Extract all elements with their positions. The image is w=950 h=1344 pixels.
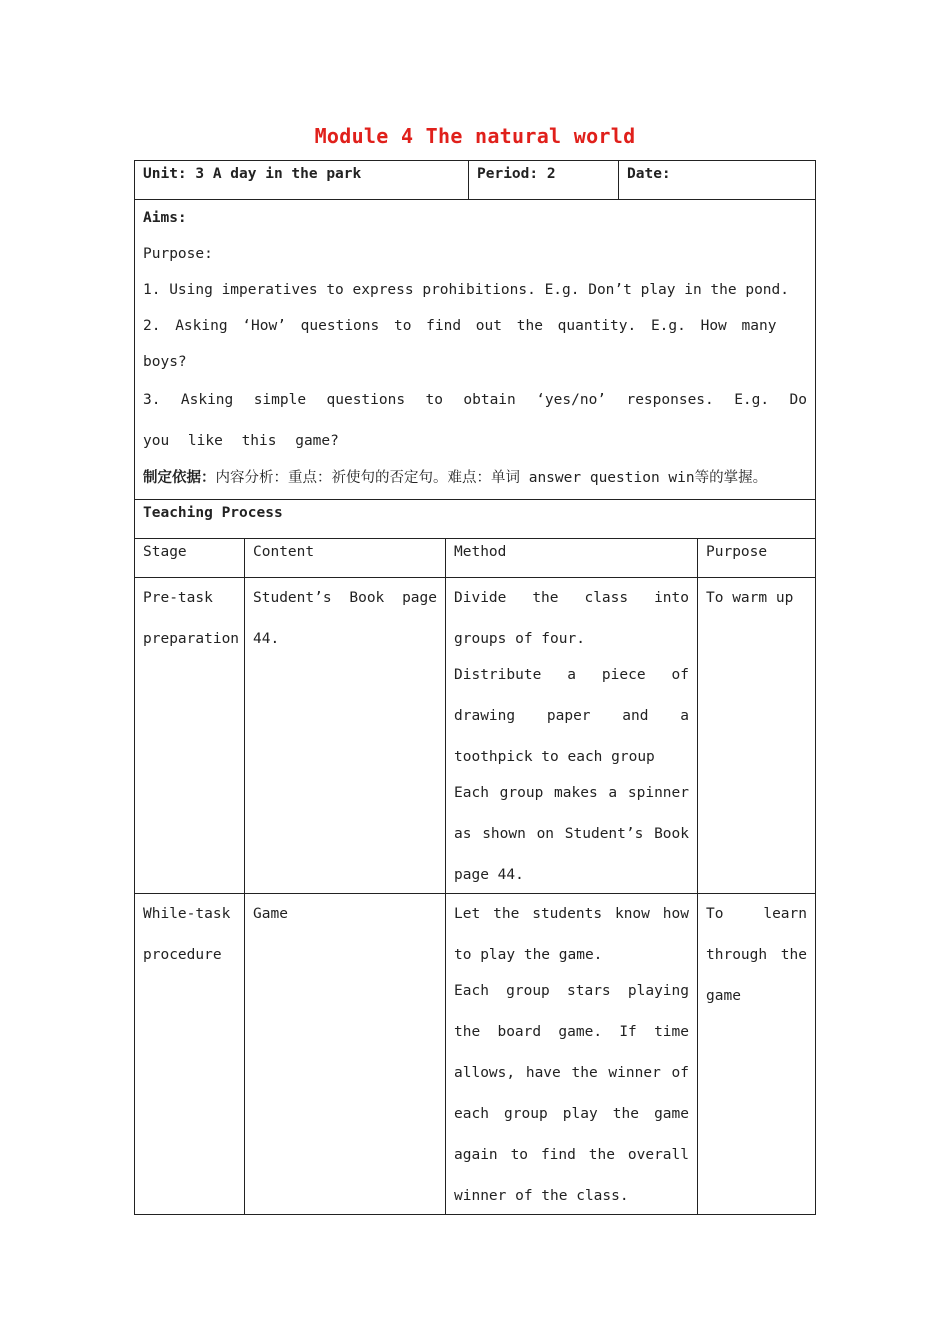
teaching-process-heading <box>135 500 816 539</box>
method-header-text: Method <box>454 544 507 560</box>
row1-stage-text: Pre-task preparation <box>143 590 240 647</box>
purpose-label: Purpose: <box>143 246 213 262</box>
date-text: Date: <box>627 166 671 182</box>
row2-content <box>245 894 446 1215</box>
basis-label: 制定依据： <box>143 470 216 486</box>
document-title: Module 4 The natural world <box>314 124 636 148</box>
row2-purpose-text: To learn through the game <box>706 906 807 1004</box>
row2-content-text: Game <box>253 906 288 922</box>
row1-purpose <box>698 578 816 894</box>
row1-content-text: Student’s Book page 44. <box>253 590 437 647</box>
basis-text: 内容分析：重点：祈使句的否定句。难点：单词 answer question win等的掌握。 <box>215 470 768 486</box>
col-header-stage <box>135 539 245 578</box>
content-header-text: Content <box>253 544 315 560</box>
aims-heading: Aims: <box>143 210 187 226</box>
lesson-table <box>134 160 816 1215</box>
col-header-content <box>245 539 446 578</box>
row1-method-step-2: Distribute a piece of drawing paper and a toothpick to each group <box>454 667 689 765</box>
teaching-process-text: Teaching Process <box>143 505 283 521</box>
basis-line <box>143 458 807 499</box>
unit-text: Unit: 3 A day in the park <box>143 166 362 182</box>
date-cell <box>619 161 816 200</box>
period-cell <box>469 161 619 200</box>
aim-item-3: 3. Asking simple questions to obtain ‘yes/no’ responses. E.g. Do you like this game? <box>143 392 807 449</box>
row2-method-step-1: Let the students know how to play the game. <box>454 906 689 963</box>
col-header-purpose <box>698 539 816 578</box>
row1-method-step-3: Each group makes a spinner as shown on Student’s Book page 44. <box>454 785 689 883</box>
row2-method-step-2: Each group stars playing the board game. If time allows, have the winner of each group play the game again to find the overall winner of the class. <box>454 983 689 1204</box>
row2-stage <box>135 894 245 1215</box>
row2-stage-text: While-task procedure <box>143 906 231 963</box>
purpose-header-text: Purpose <box>706 544 768 560</box>
row1-method <box>446 578 698 894</box>
row1-method-step-1: Divide the class into groups of four. <box>454 590 689 647</box>
stage-header-text: Stage <box>143 544 187 560</box>
row1-purpose-text: To warm up <box>706 590 794 606</box>
unit-cell <box>135 161 469 200</box>
aim-item-1: 1. Using imperatives to express prohibitions. E.g. Don’t play in the pond. <box>143 282 790 298</box>
col-header-method <box>446 539 698 578</box>
aims-cell <box>135 200 816 500</box>
row1-content <box>245 578 446 894</box>
row1-stage <box>135 578 245 894</box>
row2-method <box>446 894 698 1215</box>
period-text: Period: 2 <box>477 166 556 182</box>
row2-purpose <box>698 894 816 1215</box>
aim-item-2: 2. Asking ‘How’ questions to find out the quantity. E.g. How many boys? <box>143 318 777 370</box>
